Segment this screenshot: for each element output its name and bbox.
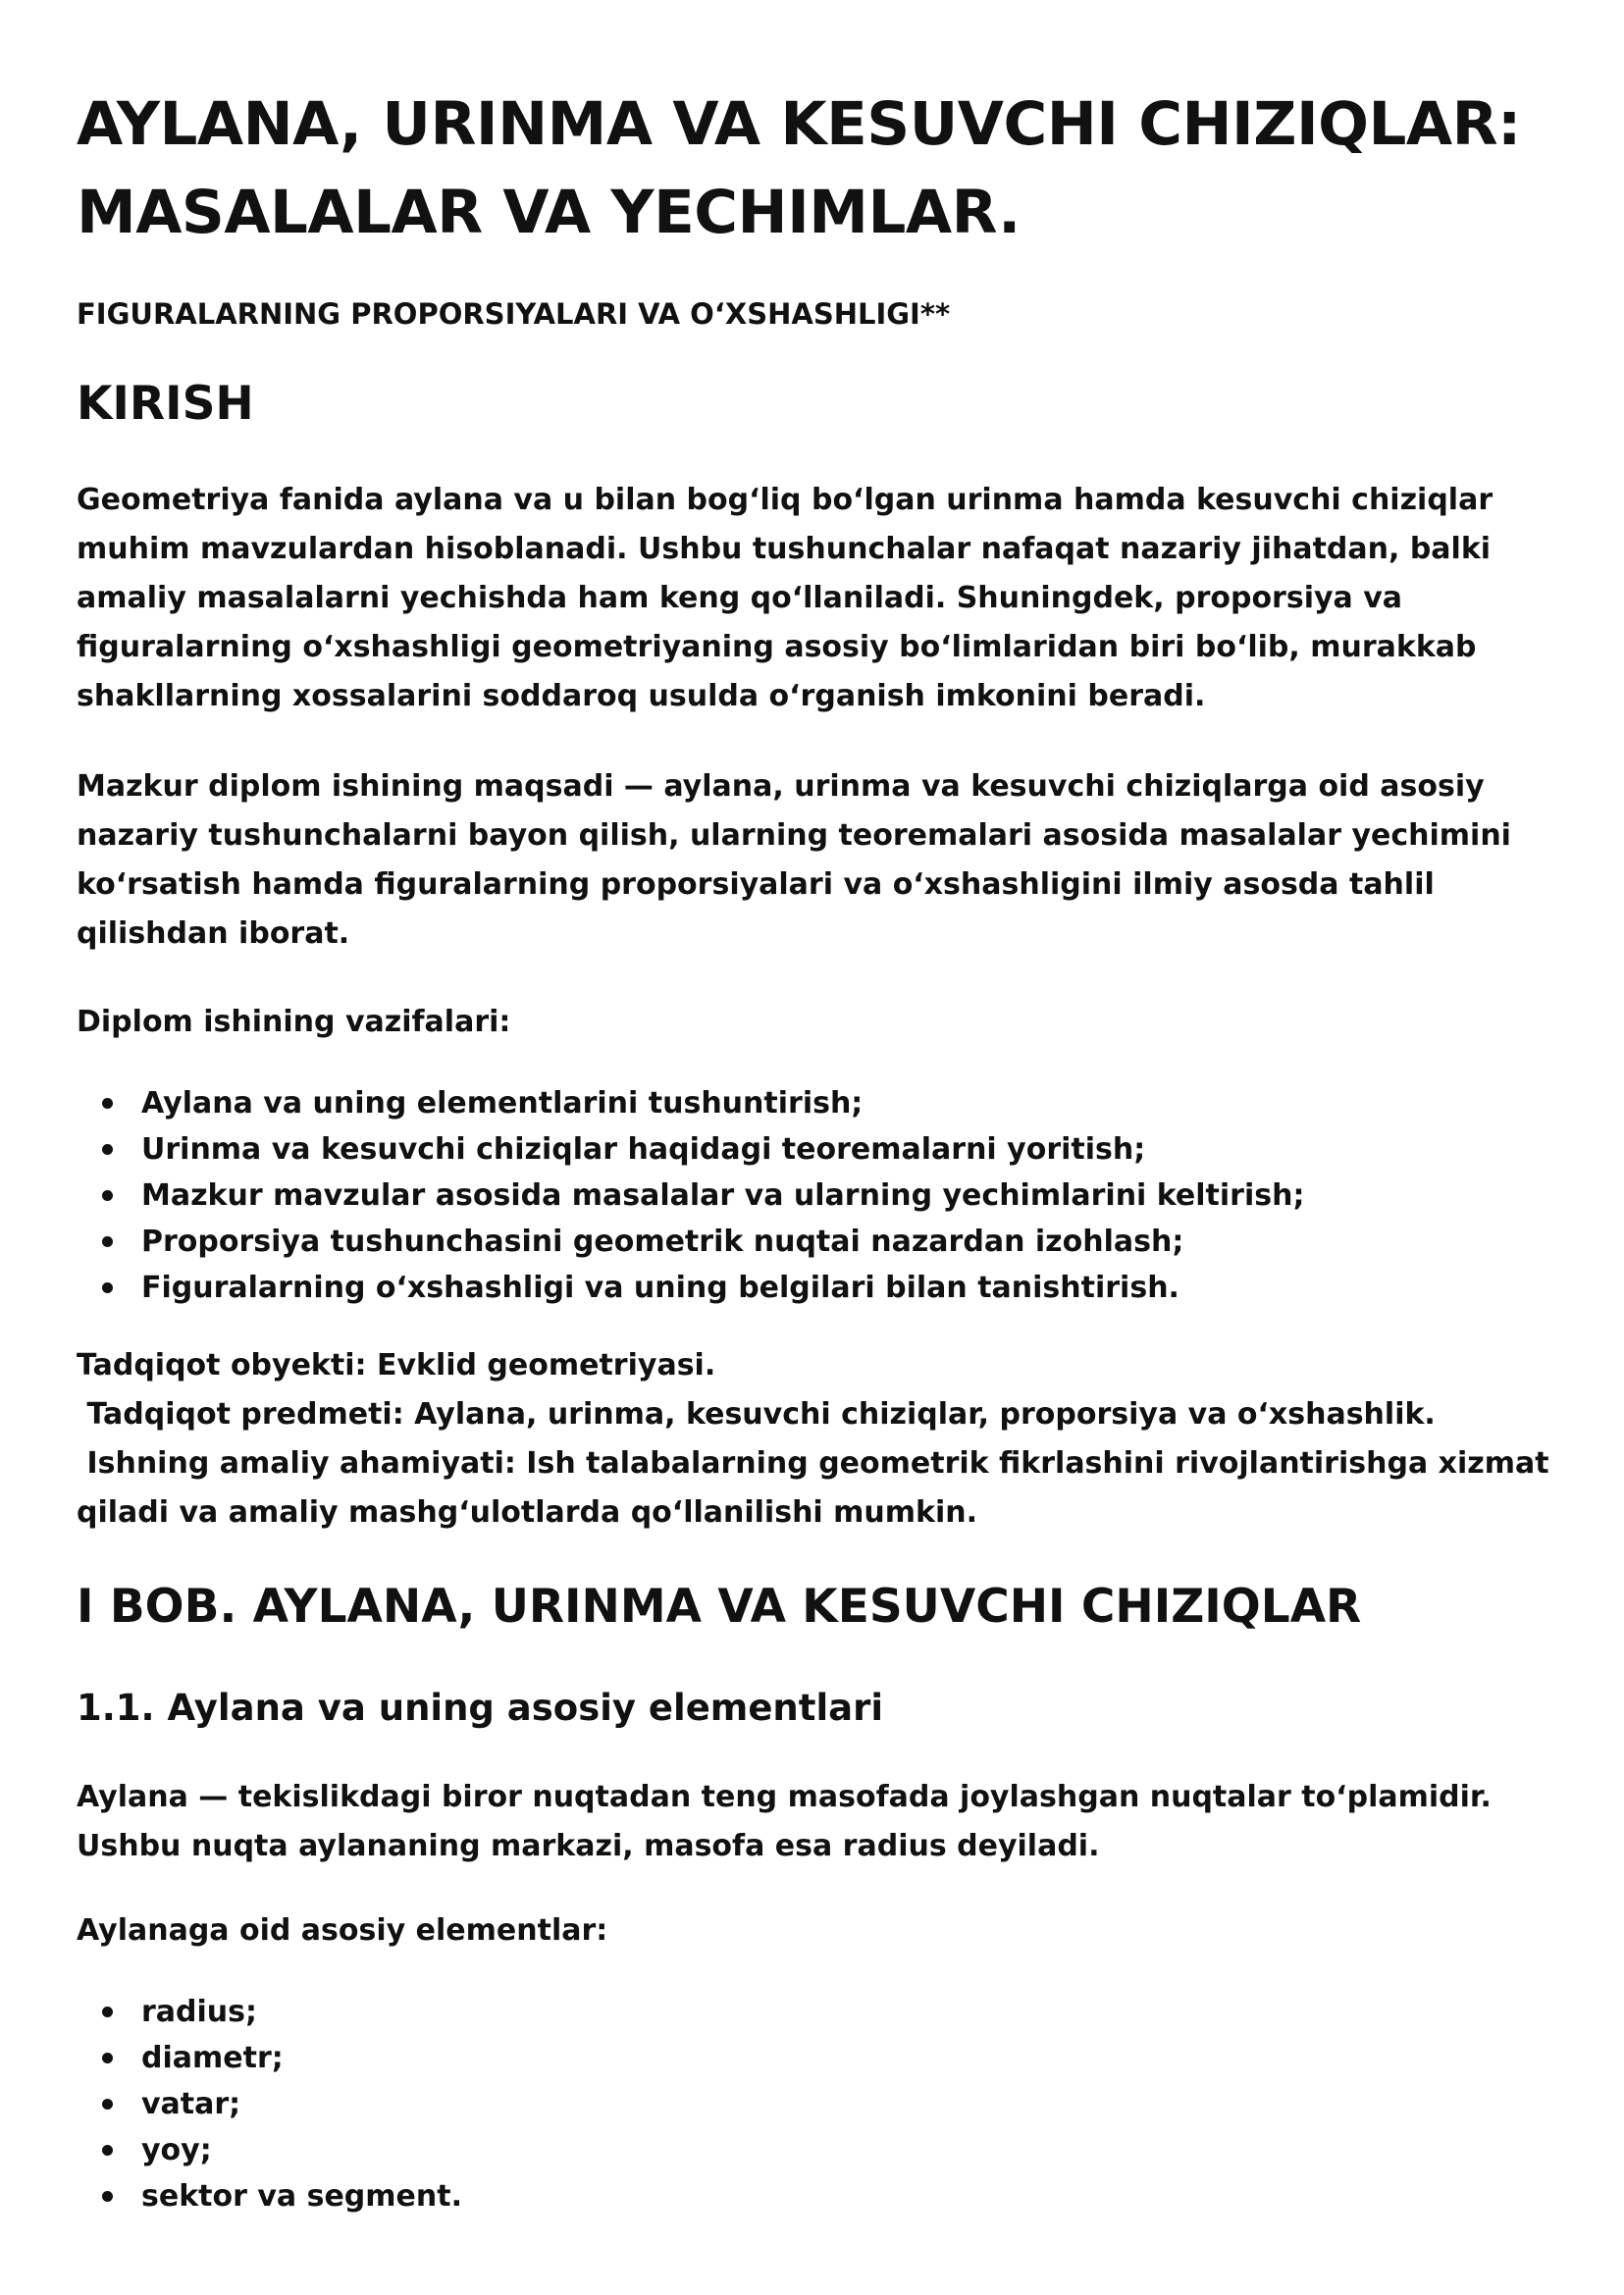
research-info: [77, 1341, 1549, 1538]
paragraph-line: muhim mavzulardan hisoblanadi. Ushbu tushunchalar nafaqat nazariy jihatdan, balki: [77, 532, 1492, 566]
elements-list: [77, 1989, 462, 2219]
paragraph-line: qilishdan iborat.: [77, 916, 350, 951]
bullet-icon: [102, 1144, 113, 1155]
bullet-icon: [102, 1098, 113, 1109]
list-item: [77, 1989, 462, 2035]
list-item-text: Mazkur mavzular asosida masalalar va ularning yechimlarini keltirish;: [141, 1178, 1305, 1213]
section-1-1-heading: 1.1. Aylana va uning asosiy elementlari: [77, 1687, 884, 1729]
intro-paragraph-2: [77, 762, 1529, 959]
list-item-text: vatar;: [141, 2087, 241, 2121]
list-item: [77, 2081, 462, 2127]
tasks-label: Diplom ishining vazifalari:: [77, 1005, 511, 1039]
document-title: [77, 80, 1521, 257]
document-subtitle: FIGURALARNING PROPORSIYALARI VA O‘XSHASHLIGI**: [77, 297, 951, 331]
list-item-text: Urinma va kesuvchi chiziqlar haqidagi teoremalarni yoritish;: [141, 1132, 1146, 1167]
list-item: [77, 1126, 1304, 1173]
bullet-icon: [102, 2099, 113, 2110]
paragraph-line: Mazkur diplom ishining maqsadi — aylana, urinma va kesuvchi chiziqlarga oid asosiy: [77, 769, 1485, 804]
list-item: [77, 2173, 462, 2219]
intro-paragraph-1: [77, 476, 1529, 721]
paragraph-line: nazariy tushunchalarni bayon qilish, ularning teoremalari asosida masalalar yechimini: [77, 818, 1511, 853]
list-item-text: radius;: [141, 1995, 258, 2029]
list-item: [77, 1265, 1304, 1311]
paragraph-line: ko‘rsatish hamda figuralarning proporsiyalari va o‘xshashligini ilmiy asosda tahlil: [77, 867, 1435, 902]
list-item: [77, 2035, 462, 2081]
list-item-text: Aylana va uning elementlarini tushuntirish;: [141, 1086, 864, 1121]
list-item-text: yoy;: [141, 2133, 212, 2167]
list-item: [77, 1219, 1304, 1265]
bullet-icon: [102, 2191, 113, 2202]
list-item-text: diametr;: [141, 2041, 284, 2075]
paragraph-line: Ushbu nuqta aylananing markazi, masofa esa radius deyiladi.: [77, 1829, 1100, 1863]
bullet-icon: [102, 1282, 113, 1293]
list-item: [77, 2127, 462, 2173]
elements-label: Aylanaga oid asosiy elementlar:: [77, 1913, 608, 1948]
bullet-icon: [102, 1236, 113, 1247]
research-subject: Tadqiqot predmeti: Aylana, urinma, kesuvchi chiziqlar, proporsiya va o‘xshashlik.: [77, 1397, 1436, 1432]
list-item: [77, 1173, 1304, 1219]
bullet-icon: [102, 2145, 113, 2156]
bullet-icon: [102, 2007, 113, 2017]
list-item: [77, 1080, 1304, 1126]
bullet-icon: [102, 2053, 113, 2063]
practical-significance: Ishning amaliy ahamiyati: Ish talabalarning geometrik fikrlashini rivojlantirishga xizmat: [77, 1446, 1549, 1481]
list-item-text: Figuralarning o‘xshashligi va uning belgilari bilan tanishtirish.: [141, 1271, 1179, 1305]
research-object: Tadqiqot obyekti: Evklid geometriyasi.: [77, 1348, 716, 1382]
paragraph-line: Aylana — tekislikdagi biror nuqtadan teng masofada joylashgan nuqtalar to‘plamidir.: [77, 1780, 1492, 1814]
practical-significance-cont: qiladi va amaliy mashg‘ulotlarda qo‘llanilishi mumkin.: [77, 1495, 978, 1530]
section-heading-kirish: KIRISH: [77, 377, 254, 431]
paragraph-line: shakllarning xossalarini soddaroq usulda o‘rganish imkonini beradi.: [77, 679, 1206, 713]
bullet-icon: [102, 1190, 113, 1201]
list-item-text: sektor va segment.: [141, 2179, 462, 2214]
paragraph-line: figuralarning o‘xshashligi geometriyaning asosiy bo‘limlaridan biri bo‘lib, murakkab: [77, 630, 1477, 664]
list-item-text: Proporsiya tushunchasini geometrik nuqtai nazardan izohlash;: [141, 1225, 1184, 1259]
chapter-1-heading: I BOB. AYLANA, URINMA VA KESUVCHI CHIZIQLAR: [77, 1580, 1362, 1634]
tasks-list: [77, 1080, 1304, 1311]
paragraph-line: Geometriya fanida aylana va u bilan bog‘liq bo‘lgan urinma hamda kesuvchi chiziqlar: [77, 483, 1493, 517]
document-title-line-2: MASALALAR VA YECHIMLAR.: [77, 178, 1021, 247]
document-title-line-1: AYLANA, URINMA VA KESUVCHI CHIZIQLAR:: [77, 89, 1521, 159]
circle-definition: [77, 1773, 1529, 1871]
paragraph-line: amaliy masalalarni yechishda ham keng qo‘llaniladi. Shuningdek, proporsiya va: [77, 581, 1403, 615]
